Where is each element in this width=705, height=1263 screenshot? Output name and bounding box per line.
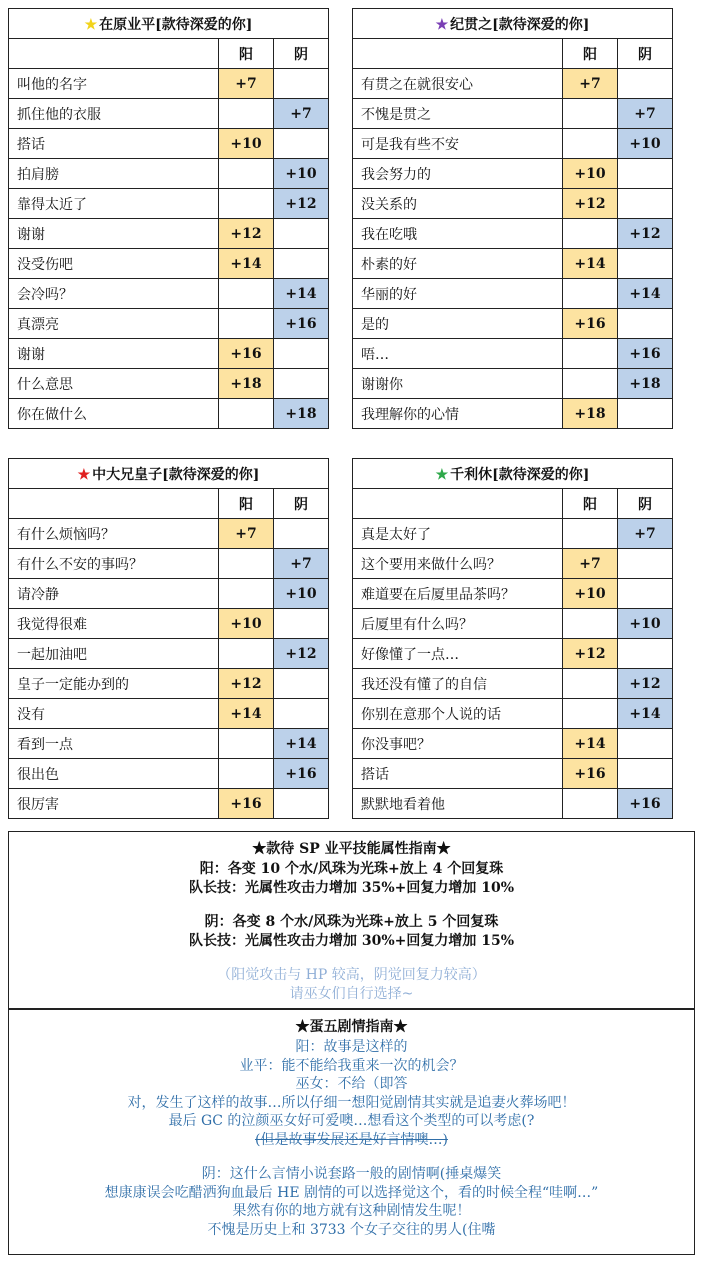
value-yang: +16 (563, 759, 618, 789)
table-row (9, 699, 329, 729)
table-row (9, 99, 329, 129)
column-header-yang: 阳 (563, 489, 618, 519)
table-row (9, 159, 329, 189)
choice-label: 看到一点 (9, 729, 219, 759)
value-yang (563, 99, 618, 129)
choice-label: 这个要用来做什么吗？ (353, 549, 563, 579)
choice-label: 什么意思 (9, 369, 219, 399)
value-yang: +18 (219, 369, 274, 399)
header-blank (9, 39, 219, 69)
header-blank (353, 39, 563, 69)
table-row (353, 219, 673, 249)
choice-label: 难道要在后厦里品茶吗？ (353, 579, 563, 609)
table-row (9, 759, 329, 789)
value-yang (219, 189, 274, 219)
value-yang: +14 (563, 729, 618, 759)
choice-label: 有贯之在就很安心 (353, 69, 563, 99)
value-yang (219, 639, 274, 669)
column-header-yin: 阴 (618, 489, 673, 519)
column-header-yin: 阴 (274, 489, 329, 519)
value-yin: +16 (618, 789, 673, 819)
value-yang: +14 (563, 249, 618, 279)
value-yin: +14 (274, 279, 329, 309)
value-yang: +16 (219, 339, 274, 369)
choice-label: 唔… (353, 339, 563, 369)
table-row (9, 249, 329, 279)
table-row (353, 69, 673, 99)
table-row (353, 609, 673, 639)
value-yang: +10 (219, 609, 274, 639)
choice-label: 朴素的好 (353, 249, 563, 279)
column-header-yin: 阴 (618, 39, 673, 69)
choice-label: 我觉得很难 (9, 609, 219, 639)
value-yang (563, 519, 618, 549)
value-yang (563, 699, 618, 729)
value-yin: +14 (618, 279, 673, 309)
value-yin: +12 (618, 669, 673, 699)
value-yin: +14 (274, 729, 329, 759)
value-yin: +10 (274, 159, 329, 189)
table-row (9, 219, 329, 249)
value-yang (219, 579, 274, 609)
column-header-yin: 阴 (274, 39, 329, 69)
table-row (353, 309, 673, 339)
table-title (9, 459, 329, 489)
choice-label: 靠得太近了 (9, 189, 219, 219)
sp-yang-skill: 阳：各变 10 个水/风珠为光珠+放上 4 个回复珠 (199, 861, 504, 877)
table-row (353, 639, 673, 669)
egg-line: 阴：这什么言情小说套路一般的剧情啊(捶桌爆笑 (201, 1166, 502, 1182)
value-yang: +7 (219, 69, 274, 99)
table-row (353, 759, 673, 789)
table-title-text: 纪贯之[款待深爱的你] (450, 16, 590, 33)
egg-line: 果然有你的地方就有这种剧情发生呢！ (232, 1203, 471, 1219)
choice-label: 搭话 (9, 129, 219, 159)
value-yin: +18 (274, 399, 329, 429)
sp-skill-guide (8, 831, 695, 1009)
value-yang (219, 729, 274, 759)
table-ariwara-narihira (8, 8, 328, 429)
sp-note-2: 请巫女们自行选择~ (289, 986, 414, 1002)
value-yin: +10 (618, 129, 673, 159)
value-yin: +16 (274, 309, 329, 339)
choice-label: 搭话 (353, 759, 563, 789)
table-row (9, 69, 329, 99)
choice-label: 我在吃哦 (353, 219, 563, 249)
value-yang: +7 (563, 69, 618, 99)
choice-label: 很厉害 (9, 789, 219, 819)
table-row (9, 789, 329, 819)
choice-label: 谢谢 (9, 339, 219, 369)
choice-label: 我还没有懂了的自信 (353, 669, 563, 699)
egg-line: 想康康误会吃醋洒狗血最后 HE 剧情的可以选择觉这个，看的时候全程“哇啊…” (104, 1184, 599, 1201)
value-yin (274, 609, 329, 639)
value-yang (219, 549, 274, 579)
table-row (353, 669, 673, 699)
table-row (353, 399, 673, 429)
egg-story-guide (8, 1009, 695, 1255)
value-yin: +16 (618, 339, 673, 369)
choice-label: 没有 (9, 699, 219, 729)
column-header-yang: 阳 (219, 39, 274, 69)
choice-label: 我会努力的 (353, 159, 563, 189)
table-row (9, 519, 329, 549)
choice-label: 没受伤吧 (9, 249, 219, 279)
choice-label: 默默地看着他 (353, 789, 563, 819)
table-row (9, 669, 329, 699)
value-yin (618, 549, 673, 579)
value-yin (618, 759, 673, 789)
value-yin (274, 339, 329, 369)
table-title-text: 中大兄皇子[款待深爱的你] (92, 466, 260, 483)
value-yin: +12 (618, 219, 673, 249)
table-row (9, 369, 329, 399)
table-row (353, 579, 673, 609)
value-yang (219, 399, 274, 429)
choice-label: 谢谢 (9, 219, 219, 249)
choice-label: 我理解你的心情 (353, 399, 563, 429)
value-yin: +12 (274, 639, 329, 669)
value-yin (618, 189, 673, 219)
table-row (9, 399, 329, 429)
table-row (353, 159, 673, 189)
sp-yin-skill: 阴：各变 8 个水/风珠为光珠+放上 5 个回复珠 (204, 914, 499, 930)
egg-line-strikethrough: (但是故事发展还是好言情噢…) (255, 1131, 448, 1148)
header-blank (9, 489, 219, 519)
table-row (9, 579, 329, 609)
choice-label: 可是我有些不安 (353, 129, 563, 159)
table-ki-no-tsurayuki (352, 8, 672, 429)
table-row (353, 789, 673, 819)
choice-label: 抓住他的衣服 (9, 99, 219, 129)
value-yin (618, 639, 673, 669)
value-yang (563, 669, 618, 699)
choice-label: 有什么不安的事吗？ (9, 549, 219, 579)
value-yang: +14 (219, 699, 274, 729)
choice-label: 拍肩膀 (9, 159, 219, 189)
value-yin (618, 309, 673, 339)
sp-guide-title: ★款待 SP 业平技能属性指南★ (252, 841, 451, 857)
table-row (9, 609, 329, 639)
value-yin: +7 (274, 549, 329, 579)
choice-label: 叫他的名字 (9, 69, 219, 99)
egg-line: 对，发生了这样的故事…所以仔细一想阳觉剧情其实就是追妻火葬场吧！ (127, 1094, 576, 1111)
table-row (9, 729, 329, 759)
table-title (353, 9, 673, 39)
value-yin (618, 579, 673, 609)
choice-label: 你别在意那个人说的话 (353, 699, 563, 729)
choice-label: 你没事吧？ (353, 729, 563, 759)
value-yin (274, 669, 329, 699)
choice-label: 请冷静 (9, 579, 219, 609)
choice-label: 谢谢你 (353, 369, 563, 399)
table-row (9, 279, 329, 309)
value-yin (618, 729, 673, 759)
table-title-text: 千利休[款待深爱的你] (450, 466, 590, 483)
value-yang: +10 (563, 579, 618, 609)
value-yin: +10 (274, 579, 329, 609)
table-row (9, 639, 329, 669)
value-yang (563, 279, 618, 309)
value-yin (274, 69, 329, 99)
table-row (353, 369, 673, 399)
value-yang: +12 (563, 189, 618, 219)
value-yang (563, 369, 618, 399)
table-row (353, 339, 673, 369)
value-yang (563, 789, 618, 819)
value-yang (219, 159, 274, 189)
table-row (9, 339, 329, 369)
value-yin (274, 789, 329, 819)
table-row (353, 519, 673, 549)
choice-label: 一起加油吧 (9, 639, 219, 669)
table-title (9, 9, 329, 39)
table-row (353, 279, 673, 309)
value-yin: +18 (618, 369, 673, 399)
value-yin: +7 (274, 99, 329, 129)
value-yang: +12 (219, 219, 274, 249)
value-yang (219, 99, 274, 129)
table-row (9, 549, 329, 579)
choice-label: 真漂亮 (9, 309, 219, 339)
table-title-text: 在原业平[款待深爱的你] (99, 16, 253, 33)
egg-line: 最后 GC 的泣颜巫女好可爱噢…想看这个类型的可以考虑(? (168, 1113, 535, 1129)
column-header-yang: 阳 (563, 39, 618, 69)
column-header-yang: 阳 (219, 489, 274, 519)
egg-line: 业平：能不能给我重来一次的机会？ (239, 1057, 464, 1074)
value-yang: +10 (219, 129, 274, 159)
table-title (353, 459, 673, 489)
value-yang: +10 (563, 159, 618, 189)
sp-yang-leader-skill: 队长技：光属性攻击力增加 35%+回复力增加 10% (188, 880, 515, 896)
egg-guide-title: ★蛋五剧情指南★ (295, 1019, 408, 1035)
value-yang: +18 (563, 399, 618, 429)
table-row (9, 309, 329, 339)
value-yin (618, 249, 673, 279)
value-yang (219, 759, 274, 789)
choice-label: 皇子一定能办到的 (9, 669, 219, 699)
table-sen-no-rikyu (352, 458, 672, 819)
table-row (353, 129, 673, 159)
value-yin: +16 (274, 759, 329, 789)
value-yang (563, 219, 618, 249)
value-yin (274, 369, 329, 399)
value-yin: +7 (618, 99, 673, 129)
value-yang: +16 (219, 789, 274, 819)
value-yin (274, 129, 329, 159)
table-row (353, 699, 673, 729)
value-yang (219, 309, 274, 339)
table-prince-naka-no-oe (8, 458, 328, 819)
egg-line: 阳：故事是这样的 (295, 1039, 408, 1055)
egg-line: 巫女：不给（即答 (295, 1076, 408, 1092)
value-yang: +12 (219, 669, 274, 699)
choice-label: 华丽的好 (353, 279, 563, 309)
star-icon: ★ (77, 466, 91, 483)
value-yin: +12 (274, 189, 329, 219)
value-yin: +7 (618, 519, 673, 549)
choice-label: 有什么烦恼吗？ (9, 519, 219, 549)
choice-label: 很出色 (9, 759, 219, 789)
choice-label: 后厦里有什么吗？ (353, 609, 563, 639)
value-yin (618, 159, 673, 189)
table-row (353, 549, 673, 579)
choice-label: 真是太好了 (353, 519, 563, 549)
value-yang (219, 279, 274, 309)
table-row (353, 189, 673, 219)
egg-line: 不愧是历史上和 3733 个女子交往的男人(住嘴 (207, 1221, 496, 1238)
value-yin: +10 (618, 609, 673, 639)
choice-label: 好像懂了一点… (353, 639, 563, 669)
sp-note-1: （阳觉攻击与 HP 较高，阴觉回复力较高） (217, 967, 486, 983)
value-yin (274, 249, 329, 279)
value-yang (563, 129, 618, 159)
value-yin (274, 699, 329, 729)
table-row (353, 729, 673, 759)
value-yang: +7 (563, 549, 618, 579)
choice-label: 会冷吗？ (9, 279, 219, 309)
value-yang: +12 (563, 639, 618, 669)
table-row (353, 249, 673, 279)
value-yang (563, 609, 618, 639)
value-yang: +14 (219, 249, 274, 279)
star-icon: ★ (435, 466, 449, 483)
choice-label: 是的 (353, 309, 563, 339)
value-yin (274, 519, 329, 549)
value-yin (274, 219, 329, 249)
star-icon: ★ (435, 16, 449, 33)
value-yang: +16 (563, 309, 618, 339)
value-yang: +7 (219, 519, 274, 549)
choice-label: 不愧是贯之 (353, 99, 563, 129)
value-yang (563, 339, 618, 369)
table-row (9, 189, 329, 219)
value-yin (618, 399, 673, 429)
choice-label: 没关系的 (353, 189, 563, 219)
table-row (9, 129, 329, 159)
header-blank (353, 489, 563, 519)
table-row (353, 99, 673, 129)
value-yin: +14 (618, 699, 673, 729)
choice-label: 你在做什么 (9, 399, 219, 429)
sp-yin-leader-skill: 队长技：光属性攻击力增加 30%+回复力增加 15% (188, 933, 515, 949)
star-icon: ★ (84, 16, 98, 33)
value-yin (618, 69, 673, 99)
